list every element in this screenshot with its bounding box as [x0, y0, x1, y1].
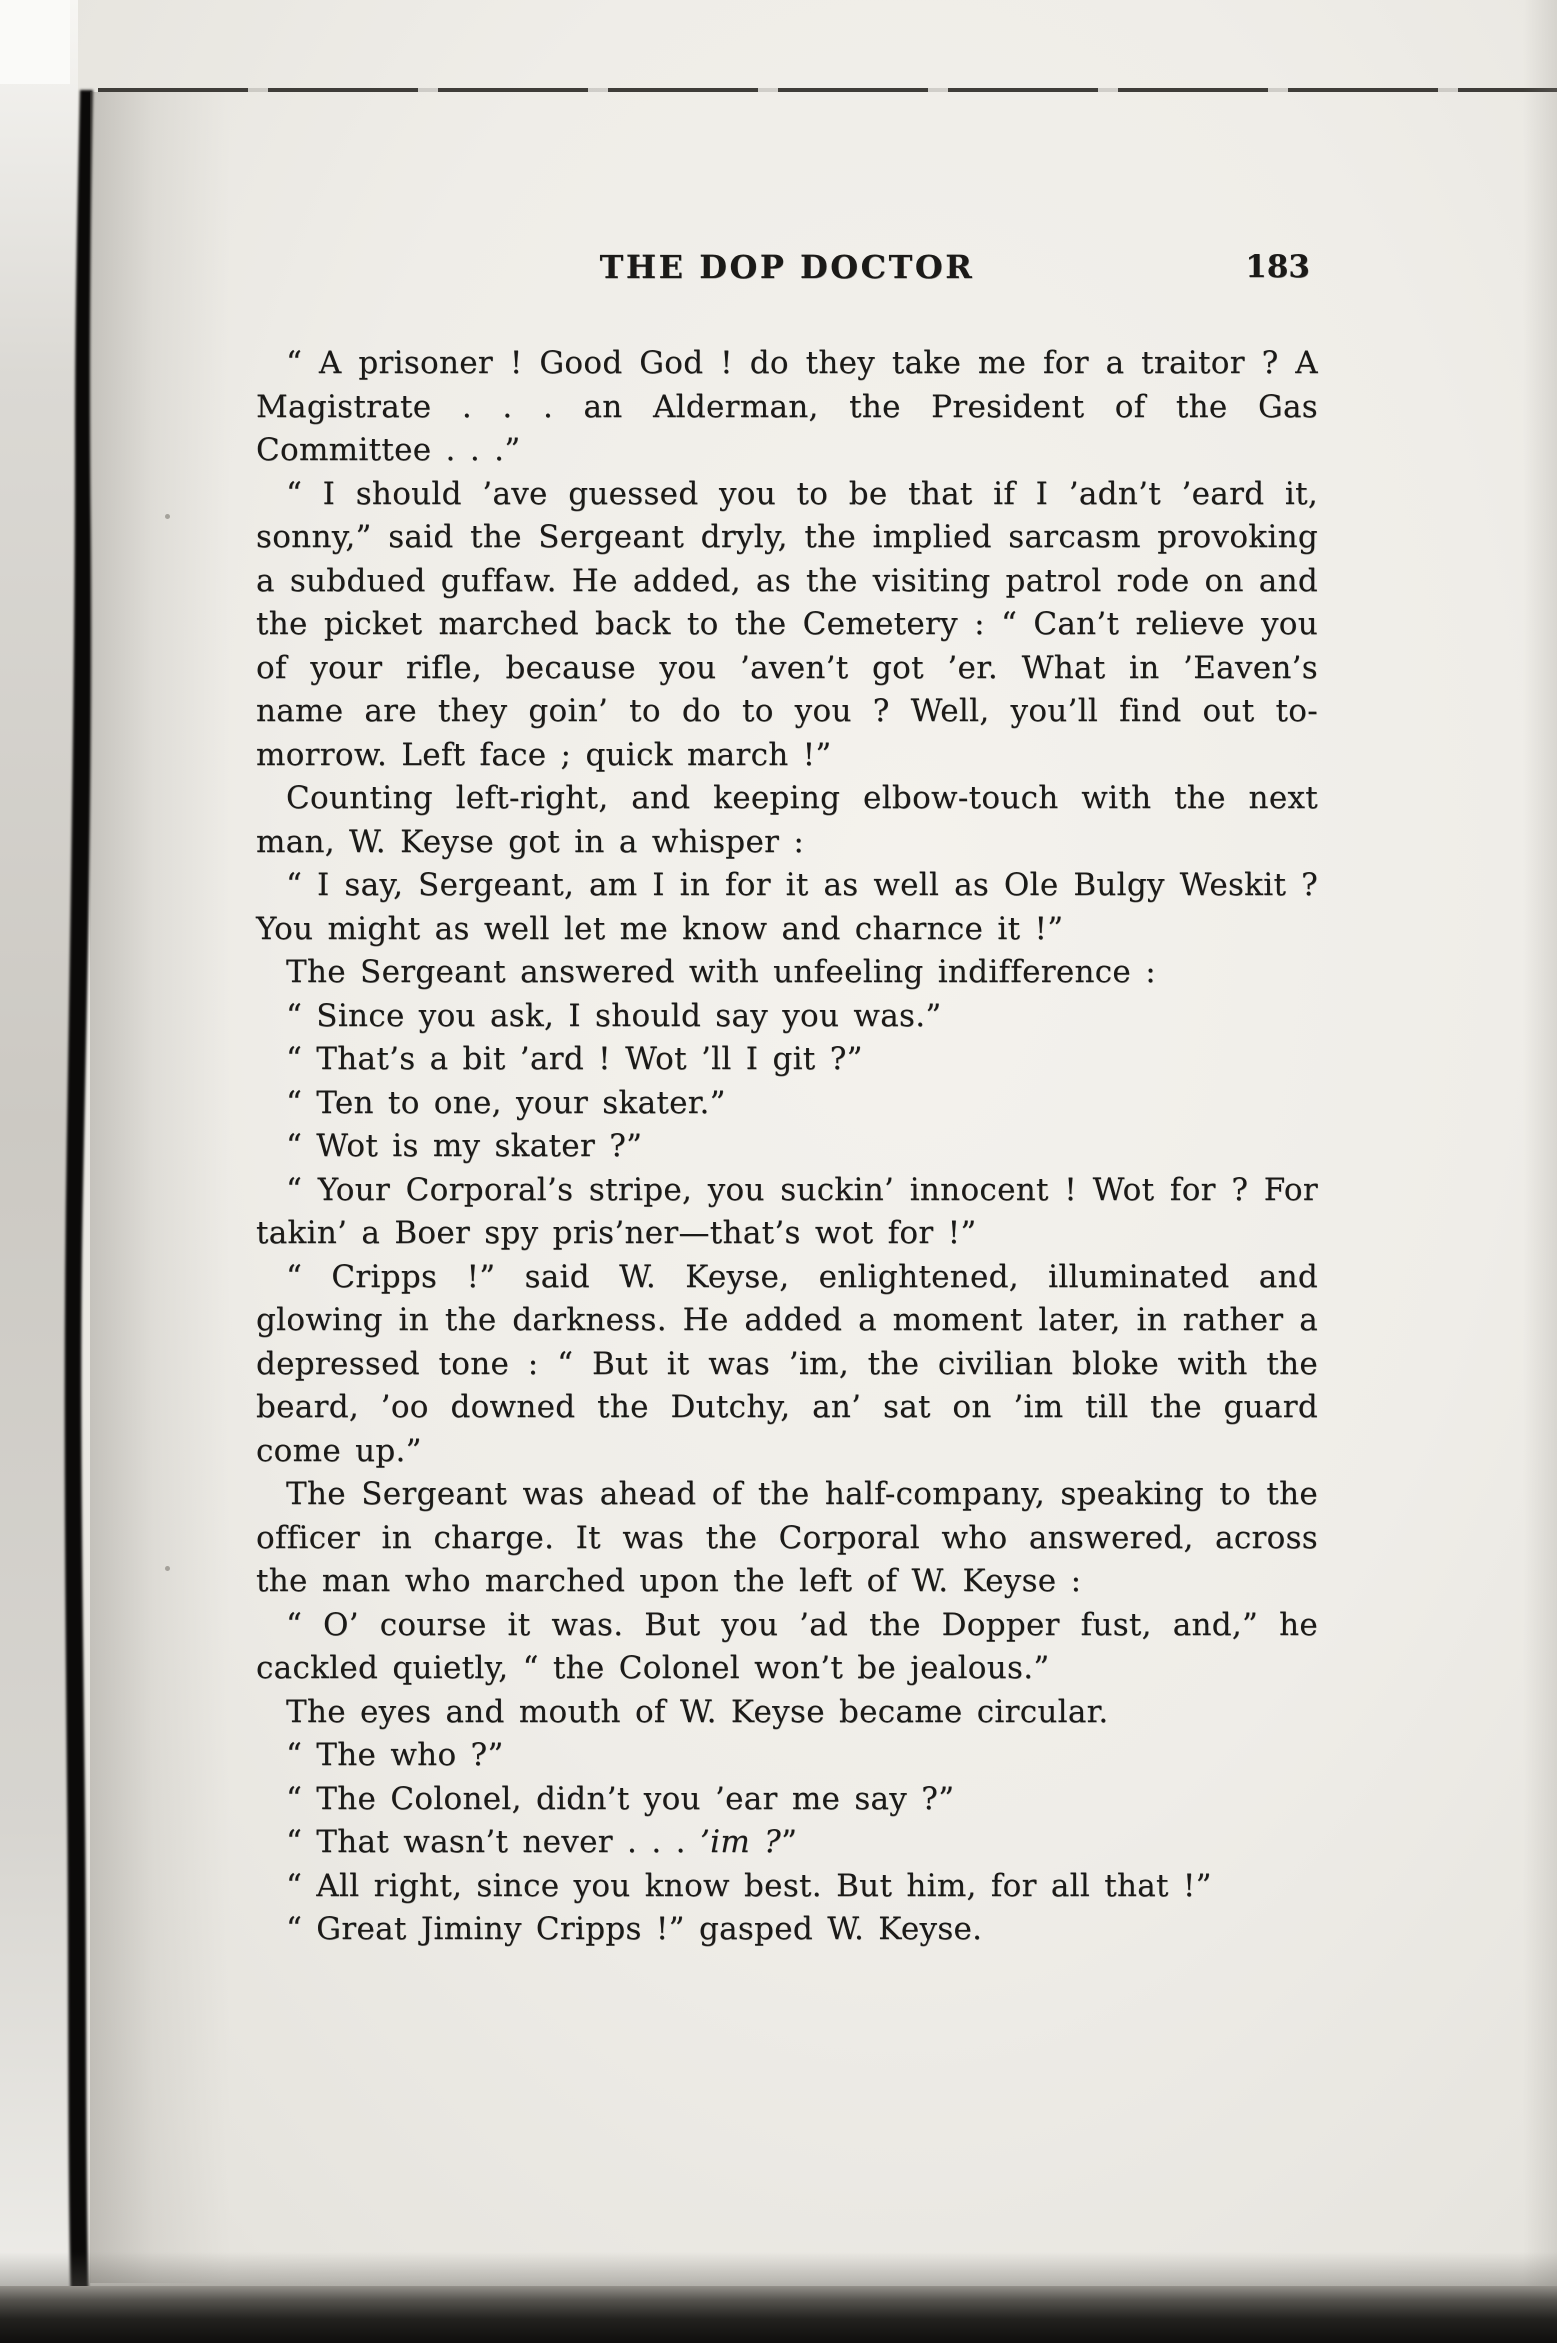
scan-top-line [98, 88, 1557, 92]
scan-right-edge [1523, 0, 1557, 2343]
text-run: “ Wot is my skater ?” [286, 1128, 643, 1164]
text-run: The Sergeant answered with unfeeling indifference : [286, 954, 1156, 990]
text-run: “ Cripps !” said W. Keyse, enlightened, illuminated and glowing in the darkness. He added a moment later, in rather a depressed tone : “ But it was ’im, the civilian bloke with the beard, ’oo downed the Dutchy, an’ sat on ’im till the guard come up.” [256, 1258, 1318, 1469]
text-run: “ Since you ask, I should say you was.” [286, 997, 942, 1034]
text-run: “ All right, since you know best. But him, for all that !” [286, 1867, 1212, 1904]
paragraph [256, 1256, 1318, 1474]
text-run: The eyes and mouth of W. Keyse became circular. [286, 1693, 1109, 1730]
scan-speck [165, 1566, 170, 1571]
paragraph [256, 1082, 1318, 1126]
text-run: Counting left-right, and keeping elbow-touch with the next man, W. Keyse got in a whisper : [256, 780, 1318, 860]
paragraph [256, 951, 1318, 995]
paragraph [256, 995, 1318, 1039]
paragraph [256, 1038, 1318, 1082]
paragraph [256, 1865, 1318, 1909]
paragraph [256, 1691, 1318, 1735]
page-body [256, 342, 1318, 1952]
italic-text-run: ’im ? [699, 1824, 782, 1860]
text-run: “ Your Corporal’s stripe, you suckin’ innocent ! Wot for ? For takin’ a Boer spy pris’ner—that’s wot for !” [256, 1171, 1318, 1251]
paragraph [256, 1604, 1318, 1691]
text-run: “ A prisoner ! Good God ! do they take me for a traitor ? A Magistrate . . . an Alderman, the President of the Gas Committee . . .” [256, 345, 1318, 468]
paragraph [256, 864, 1318, 951]
text-run: “ Great Jiminy Cripps !” gasped W. Keyse. [286, 1911, 983, 1947]
gutter-shadow [90, 92, 230, 2283]
paragraph [256, 342, 1318, 473]
text-run: “ That wasn’t never . . . [286, 1824, 700, 1860]
text-run: The Sergeant was ahead of the half-company, speaking to the officer in charge. It was the Corporal who answered, across the man who marched upon the left of W. Keyse : [256, 1476, 1318, 1599]
bottom-edge-shadow [0, 2252, 1557, 2286]
running-header [256, 248, 1318, 292]
text-run: “ That’s a bit ’ard ! Wot ’ll I git ?” [286, 1041, 863, 1077]
paragraph [256, 1125, 1318, 1169]
page-number: 183 [1245, 249, 1310, 285]
text-run: ” [781, 1824, 798, 1860]
paragraph [256, 473, 1318, 778]
paragraph [256, 1778, 1318, 1822]
paragraph [256, 1734, 1318, 1778]
scan-bottom-band [0, 2286, 1557, 2343]
page-title: THE DOP DOCTOR [599, 248, 975, 286]
text-run: “ I should ’ave guessed you to be that if I ’adn’t ’eard it, sonny,” said the Sergeant dryly, the implied sarcasm provoking a subdued guffaw. He added, as the visiting patrol rode on and the picket marched back to the Cemetery : “ Can’t relieve you of your rifle, because you ’aven’t got ’er. What in ’Eaven’s name are they goin’ to do to you ? Well, you’ll find out to-morrow. Left face ; quick march !” [256, 475, 1318, 773]
paragraph [256, 1169, 1318, 1256]
paragraph [256, 1821, 1318, 1865]
text-run: “ I say, Sergeant, am I in for it as well as Ole Bulgy Weskit ? You might as well let me know and charnce it !” [256, 867, 1318, 947]
text-run: “ The Colonel, didn’t you ’ear me say ?” [286, 1780, 955, 1817]
text-run: “ Ten to one, your skater.” [286, 1084, 726, 1121]
paragraph [256, 1473, 1318, 1604]
text-run: “ O’ course it was. But you ’ad the Dopper fust, and,” he cackled quietly, “ the Colonel won’t be jealous.” [256, 1606, 1318, 1686]
scan-speck [165, 514, 170, 519]
page-content [256, 248, 1318, 1952]
paragraph [256, 1908, 1318, 1952]
text-run: “ The who ?” [286, 1737, 504, 1773]
paragraph [256, 777, 1318, 864]
